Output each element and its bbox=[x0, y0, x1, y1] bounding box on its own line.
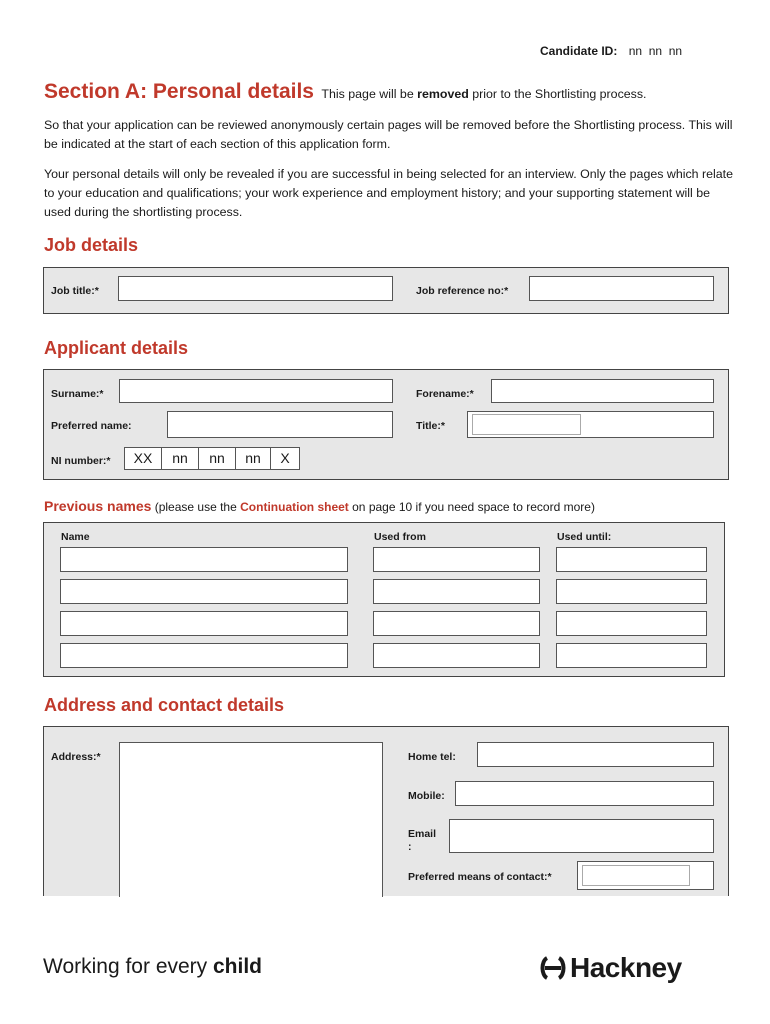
job-details-panel bbox=[43, 267, 729, 314]
section-a-header bbox=[44, 80, 647, 104]
column-header-used-until: Used until: bbox=[557, 531, 612, 543]
footer-slogan-regular: Working for every bbox=[43, 955, 213, 978]
footer-slogan-bold: child bbox=[213, 955, 263, 978]
surname-label: Surname:* bbox=[51, 388, 104, 400]
forename-label: Forename:* bbox=[416, 388, 474, 400]
address-input[interactable] bbox=[119, 742, 383, 897]
ni-number-box-5[interactable]: X bbox=[270, 447, 300, 470]
previous-name-input[interactable] bbox=[60, 579, 348, 604]
preferred-contact-select[interactable] bbox=[577, 861, 714, 890]
column-header-name: Name bbox=[61, 531, 90, 543]
title-select[interactable] bbox=[467, 411, 714, 438]
previous-names-panel bbox=[43, 522, 725, 677]
mobile-label: Mobile: bbox=[408, 790, 445, 802]
email-label-text: Email bbox=[408, 828, 437, 840]
hackney-logo-text: Hackney bbox=[570, 952, 682, 983]
removal-note-suffix: prior to the Shortlisting process. bbox=[468, 87, 647, 101]
hackney-h-icon bbox=[538, 955, 568, 981]
mobile-input[interactable] bbox=[455, 781, 714, 806]
surname-input[interactable] bbox=[119, 379, 393, 403]
job-details-title: Job details bbox=[44, 235, 139, 255]
address-contact-panel bbox=[43, 726, 729, 896]
hackney-logo bbox=[538, 952, 682, 984]
preferred-contact-label: Preferred means of contact:* bbox=[408, 871, 552, 883]
previous-names-title: Previous names bbox=[44, 498, 152, 514]
address-contact-title: Address and contact details bbox=[44, 695, 285, 715]
home-tel-input[interactable] bbox=[477, 742, 714, 767]
title-select-inner[interactable] bbox=[472, 414, 581, 435]
previous-name-until-input[interactable] bbox=[556, 579, 707, 604]
intro-paragraph-1: So that your application can be reviewed anonymously certain pages will be removed before the Shortlisting process. This will be indicated at the start of each section of this application form. bbox=[44, 118, 733, 151]
email-label bbox=[408, 828, 436, 854]
previous-name-from-input[interactable] bbox=[373, 547, 540, 572]
ni-number-box-3[interactable]: nn bbox=[198, 447, 236, 470]
previous-names-note-suffix: on page 10 if you need space to record more) bbox=[348, 500, 595, 514]
candidate-id bbox=[540, 44, 682, 58]
preferred-name-input[interactable] bbox=[167, 411, 393, 438]
previous-name-until-input[interactable] bbox=[556, 643, 707, 668]
footer-slogan bbox=[43, 955, 262, 979]
preferred-name-label: Preferred name: bbox=[51, 420, 132, 432]
address-label: Address:* bbox=[51, 751, 101, 763]
title-label: Title:* bbox=[416, 420, 445, 432]
job-reference-label: Job reference no:* bbox=[416, 285, 509, 297]
email-label-colon: : bbox=[408, 841, 412, 853]
previous-name-from-input[interactable] bbox=[373, 611, 540, 636]
removal-note-prefix: This page will be bbox=[321, 87, 418, 101]
previous-name-until-input[interactable] bbox=[556, 611, 707, 636]
continuation-sheet-link[interactable]: Continuation sheet bbox=[240, 500, 349, 514]
home-tel-label: Home tel: bbox=[408, 751, 456, 763]
removal-note-bold: removed bbox=[417, 87, 469, 101]
previous-name-input[interactable] bbox=[60, 547, 348, 572]
previous-names-header bbox=[44, 498, 595, 516]
previous-name-from-input[interactable] bbox=[373, 579, 540, 604]
job-reference-input[interactable] bbox=[529, 276, 714, 301]
previous-name-until-input[interactable] bbox=[556, 547, 707, 572]
forename-input[interactable] bbox=[491, 379, 714, 403]
previous-name-from-input[interactable] bbox=[373, 643, 540, 668]
previous-name-input[interactable] bbox=[60, 643, 348, 668]
ni-number-box-1[interactable]: XX bbox=[124, 447, 162, 470]
preferred-contact-select-inner[interactable] bbox=[582, 865, 690, 886]
email-input[interactable] bbox=[449, 819, 714, 853]
removal-note bbox=[321, 87, 646, 101]
applicant-details-title: Applicant details bbox=[44, 338, 189, 358]
ni-number-box-2[interactable]: nn bbox=[161, 447, 199, 470]
job-title-input[interactable] bbox=[118, 276, 393, 301]
intro-paragraph-2: Your personal details will only be revealed if you are successful in being selected for an interview. Only the pages which relate to your education and qualifications; your work experience and employment history; and your supporting statement will be used during the shortlisting process. bbox=[44, 167, 733, 219]
ni-number-box-4[interactable]: nn bbox=[235, 447, 271, 470]
previous-name-input[interactable] bbox=[60, 611, 348, 636]
candidate-id-label: Candidate ID: bbox=[540, 44, 618, 58]
column-header-used-from: Used from bbox=[374, 531, 426, 543]
page-title: Section A: Personal details bbox=[44, 80, 314, 103]
job-title-label: Job title:* bbox=[51, 285, 99, 297]
ni-number-label: NI number:* bbox=[51, 455, 111, 467]
previous-names-note-prefix: (please use the bbox=[151, 500, 241, 514]
candidate-id-value: nn nn nn bbox=[628, 44, 683, 58]
